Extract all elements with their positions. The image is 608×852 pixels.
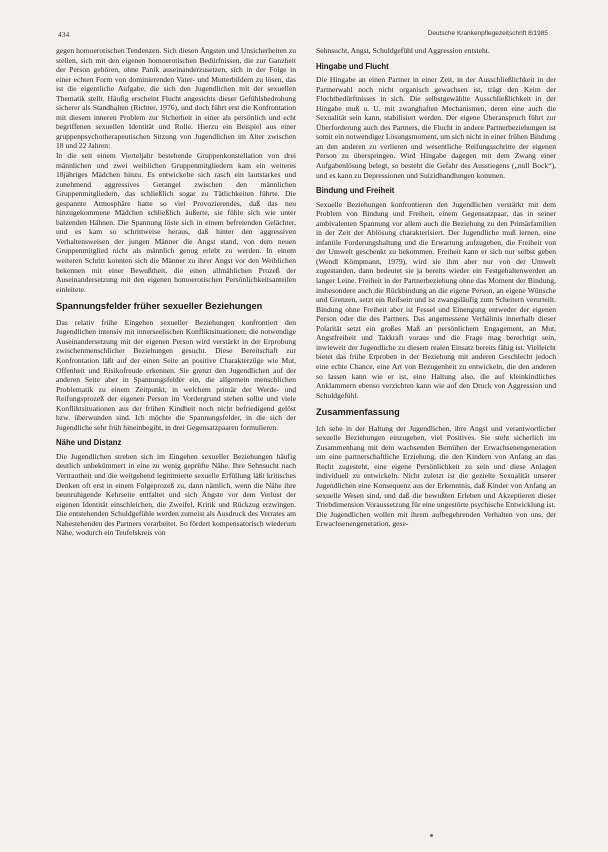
page-number: 434 bbox=[58, 30, 70, 39]
paragraph-naehe-distanz: Die Jugendlichen streben sich im Eingehen sexueller Beziehungen häufig deutlich unbekümmert in eine zu wenig geprüfte Nähe. Ihre Sehnsucht nach Vertrautheit und die weitgehend legitimierte sexuelle Erfüllung läßt kritisches Denken oft erst in einem Folgeprozeß zu, dann nämlich, wenn die Nähe ihre beunruhigende Kehrseite entfaltet und sich Ängste vor dem Verlust der eigenen Identität einschleichen, die Zweifel, Kritik und Rückzug erzwingen. Die entstehenden Schuldgefühle werden zumeist als Ausdruck des Verrates am Nahestehenden des Partners verarbeitet. So fördert kompensatorisch wiederum Nähe, wodurch ein Teufelskreis von bbox=[56, 451, 296, 538]
paragraph-hingabe-flucht: Die Hingabe an einen Partner in einer Zeit, in der Ausschließlichkeit in der Partnerwahl noch nicht organisch gewachsen ist, trägt den Keim der Fluchtbedürftnisses in sich. Die selbstgewählte Ausschließlichkeit in der Hingabe muß u. U. mit zwanghaften Mechanismen, deren eine auch die Sexualität sein kann, stabilisiert werden. Der eigene Überanspruch führt zur Überforderung auch des Partners, die Flucht in andere Partnerbeziehungen ist somit ein notwendiger Lösungsmoment, um sich nicht in einer frühen Bindung an den anderen zu verlieren und wesentliche Reifungsschritte der eigenen Person zu überspringen. Wird Hingabe dagegen mit dem Zwang einer Aufgabenlösung belegt, so besteht die Gefahr des Ausstiegens („null Bock“), und es kann zu Depressionen und Suizidhandlungen kommen. bbox=[316, 75, 556, 180]
footer-dot bbox=[430, 834, 433, 837]
paragraph-bindung-freiheit: Sexuelle Beziehungen konfrontieren den Jugendlichen verstärkt mit dem Problem von Bindung und Freiheit, einem Gegensatzpaar, das in seiner ambivalenten Spannung vor allem auch die Beziehung zu den Primärfamilien in der Zeit der Ablösung charakterisiert. Der Jugendliche muß lernen, eine infantile Forderungshaltung und die Erwartung aufzugeben, die Freiheit von der Umwelt geschenkt zu bekommen. Freiheit kann er sich nur selbst geben (Wendl Kömpmann, 1979), wird sie ihm aber nur von der Umwelt zugestanden, dann bedeutet sie ja bereits wieder ein Festgehaltenwerden an langer Leine. Freiheit in der Partnerbeziehung ohne das Moment der Bindung, insbesondere auch die Rückbindung an die eigene Person, an eigene Wünsche und Grenzen, setzt ein Reifsein und ist zwangsläufig zum Scheitern verurteilt. Bindung ohne Freiheit aber ist Fessel und Einengung entweder der eigenen Person oder die des Partners. Das angemessene Verhältnis innerhalb dieser Polarität setzt ein großes Maß an persönlichem Engagement, an Mut, Angstfreiheit und Takkraft voraus und die Frage mag berechtigt sein, inwieweit der Jugendliche zu diesem realen Einsatz bereits fähig ist. Vielleicht bietet das frühe Erproben in der Beziehung mit anderen Geschlecht jedoch eine echte Chance, eine Art von Bezugenheit zu entwickeln, die den anderen so lassen kann wie er ist, eine Haltung also, die auf kleinkindliches Anklammern ebenso verzichten kann wie auf den Druck von Aggression und Schuldgefühl. bbox=[316, 199, 556, 400]
heading-zusammenfassung: Zusammenfassung bbox=[316, 407, 400, 418]
paragraph-intro: gegen homoerotischen Tendenzen. Sich diesen Ängsten und Unsicherheiten zu stellen, sich mit den eigenen homoerotischen Bedürfnissen, die zur Ganzheit der Person gehören, ohne Panik auseinanderzusetzen, sich in der Folge in einer echten Form von dominierenden Vater- und Mutterbildern zu lösen, das ist die eigentliche Aufgabe, die sich den Jugendlichen mit der sexuellen Thematik stellt. Häufig erscheint Flucht angesichts dieser Gefühlsbedrohung sicherer als Standhalten (Richter, 1976), und doch führt erst die Konfrontation mit diesem inneren Problem zur Sicherheit in einer als persönlich und echt begriffenen sexuellen Identität und Rolle. Hierzu ein Beispiel aus einer gruppenpsychotherapeutischen Sitzung von Jugendlichen im Alter zwischen 18 und 22 Jahren: bbox=[56, 46, 296, 151]
left-column bbox=[56, 46, 296, 538]
paragraph-zusammenfassung-1: Ich sehe in der Haltung der Jugendlichen, ihre Angst und verantwortlicher sexuelle Beziehungen einzugehen, viel Positives. Sie steht sicherlich im Zusammenhang mit dem wachsenden Bemühen der Erwachsenengeneration um eine partnerschaftliche Erziehung, die den Kindern von Anfang an das Recht zugesteht, eine eigene Persönlichkeit zu sein und diese Anlagen individuell zu entwickeln. Nicht zuletzt ist die gezielte Sexualität unserer Jugendlichen eine Konsequenz aus der Erkenntnis, daß Kinder von Anfang an sexuelle Wesen sind, und daß die bewußten Erleben und Akzeptieren dieser Triebdimension Voraussetzung für eine ungestörte psychische Entwicklung ist. bbox=[316, 423, 556, 510]
heading-bindung-freiheit: Bindung und Freiheit bbox=[316, 186, 395, 196]
paragraph-continuation: Sehnsucht, Angst, Schuldgefühl und Aggression entsteht. bbox=[316, 46, 490, 55]
heading-naehe-distanz: Nähe und Distanz bbox=[56, 438, 122, 448]
paragraph-example: In die seit einem Vierteljahr bestehende Gruppenkonstellation von drei männlichen und zwei weiblichen Gruppenmitgliedern kam ein weiteres 18jähriges Mädchen hinzu. Es entwickelte sich rasch ein lautstarkes und zunehmend aggressives Gerangel zwischen den männlichen Gruppenmitgliedern, das schließlich sogar zu Tätlichkeiten führte. Die gespannte Atmosphäre hatte so viel Provozierendes, daß das neu hinzugekommene Mädchen schließlich äußerte, sie fühle sich wie unter balzenden Hähnen. Die Spannung löste sich in einem befreienden Gelächter, und es kam so schrittweise heraus, daß hinter den aggressiven Verhaltensweisen der jungen Männer die Angst stand, von dem neuen Gruppenmitglied nicht als männlich genug erlebt zu werden. In einem weiteren Schritt konnten sich die Männer zu ihrer Angst vor den Weiblichen bekennen mit einer Bewußtheit, die einen allmählichen Prozeß der Auseinandersetzung mit den eigenen homoerotischen Persönlichkeitsanteilen einleitete. bbox=[56, 151, 296, 294]
heading-spannungsfelder: Spannungsfelder früher sexueller Beziehungen bbox=[56, 301, 263, 312]
paragraph-zusammenfassung-2: Die Jugendlichen wollen mit ihrem aufbegehrenden Verhalten von uns, der Erwachsenengeneration, gese- bbox=[316, 509, 556, 529]
right-column bbox=[316, 46, 556, 529]
heading-hingabe-flucht: Hingabe und Flucht bbox=[316, 61, 389, 71]
paragraph-spannungsfelder: Das relativ frühe Eingehen sexueller Beziehungen konfrontiert den Jugendlichen intensiv mit innerseelischen Konfliktsituationen; die notwendige Auseinandersetzung mit der eigenen Person wird verstärkt in der Erprobung zwischenmenschlicher Beziehungen gesucht. Diese Bereitschaft zur Konfrontation läßt auf der einen Seite an positive Charakterzüge wie Mut, Offenheit und Risikofreude erkennen. Sie grenzt den Jugendlichen auf der anderen Seite aber in Spannungsfelder ein, die allgemein menschlichen Problematik zu einem Zeitpunkt, in welchem primär der Werde- und Reifungsprozeß der eigenen Person im Vordergrund stehen sollte und viele Konfliktsituationen aus der frühen Kindheit noch nicht befriedigend gelöst bzw. überwunden sind. Ich möchte die Spannungsfelder, in die sich der Jugendliche sehr früh hineinbegibt, in drei Gegensatzpaaren formulieren. bbox=[56, 317, 296, 432]
journal-title: Deutsche Krankenpflegezeitschrift 8/1985 bbox=[427, 30, 548, 37]
